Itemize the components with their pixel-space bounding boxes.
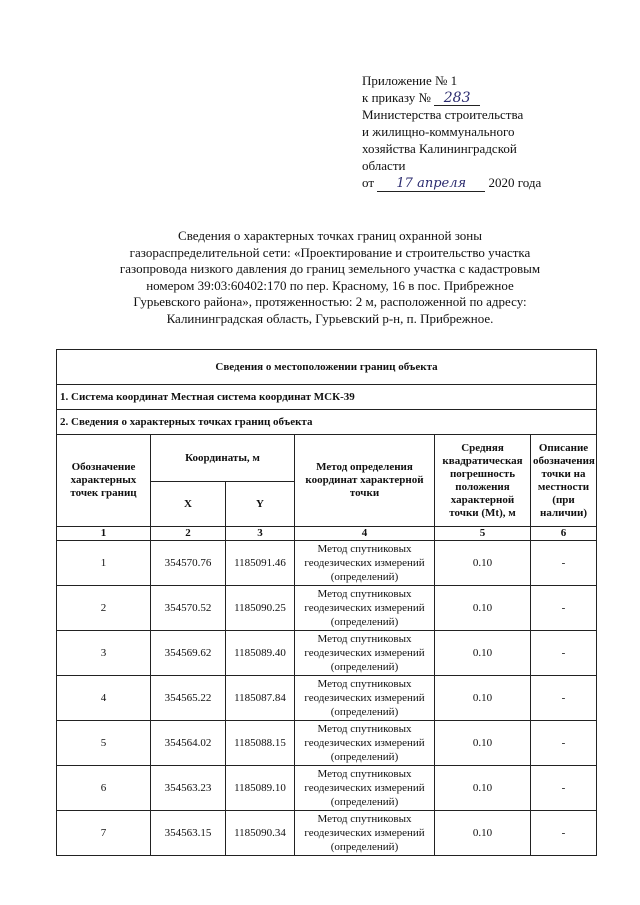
point-number: 4	[57, 676, 151, 721]
header-point: Обозначение характерных точек границ	[57, 435, 151, 527]
coord-x: 354570.76	[151, 541, 226, 586]
intro-line-6: Калининградская область, Гурьевский р-н, п. Прибрежное.	[166, 310, 494, 326]
appendix-title: Приложение № 1	[362, 73, 458, 88]
intro-line-3: газопровода низкого давления до границ земельного участка с кадастровым	[119, 261, 541, 277]
point-number: 5	[57, 721, 151, 766]
point-number: 1	[57, 541, 151, 586]
appendix-block	[362, 72, 632, 192]
date-handwritten: 17 апреля	[377, 177, 485, 192]
coord-y: 1185089.10	[226, 766, 295, 811]
column-number: 3	[226, 527, 295, 541]
ministry-line-3: хозяйства Калининградской	[362, 141, 517, 156]
table-row	[57, 811, 597, 856]
order-number-handwritten: 283	[434, 91, 480, 106]
date-prefix: от	[362, 175, 375, 190]
date-line	[362, 174, 632, 192]
accuracy-cell: 0.10	[435, 811, 531, 856]
coord-x: 354565.22	[151, 676, 226, 721]
intro-line-5: Гурьевского района», протяженностью: 2 м, расположенной по адресу:	[133, 294, 527, 310]
table-row	[57, 586, 597, 631]
coord-x: 354564.02	[151, 721, 226, 766]
intro-line-2: газораспределительной сети: «Проектирование и строительство участка	[129, 244, 531, 260]
column-number: 4	[295, 527, 435, 541]
ministry-line-2: и жилищно-коммунального	[362, 124, 515, 139]
ministry-line-1: Министерства строительства	[362, 107, 524, 122]
table-row	[57, 721, 597, 766]
column-number: 1	[57, 527, 151, 541]
description-cell: -	[531, 676, 597, 721]
description-cell: -	[531, 721, 597, 766]
table-row	[57, 766, 597, 811]
header-accuracy: Средняя квадратическая погрешность положения характерной точки (Mt), м	[435, 435, 531, 527]
point-number: 6	[57, 766, 151, 811]
accuracy-cell: 0.10	[435, 766, 531, 811]
header-description: Описание обозначения точки на местности (при наличии)	[531, 435, 597, 527]
document-intro	[70, 228, 590, 328]
method-cell: Метод спутниковых геодезических измерений (определений)	[295, 541, 435, 586]
header-y: Y	[226, 482, 295, 527]
point-number: 3	[57, 631, 151, 676]
table-row	[57, 631, 597, 676]
intro-line-1: Сведения о характерных точках границ охранной зоны	[178, 228, 482, 243]
method-cell: Метод спутниковых геодезических измерений (определений)	[295, 721, 435, 766]
accuracy-cell: 0.10	[435, 586, 531, 631]
accuracy-cell: 0.10	[435, 676, 531, 721]
intro-line-4: номером 39:03:60402:170 по пер. Красному, 16 в пос. Прибрежное	[146, 277, 514, 293]
coord-x: 354569.62	[151, 631, 226, 676]
column-number: 5	[435, 527, 531, 541]
column-number: 2	[151, 527, 226, 541]
coord-y: 1185090.34	[226, 811, 295, 856]
description-cell: -	[531, 811, 597, 856]
ministry-line-4: области	[362, 158, 406, 173]
point-number: 2	[57, 586, 151, 631]
coord-y: 1185089.40	[226, 631, 295, 676]
order-line	[362, 89, 632, 106]
date-suffix: 2020 года	[488, 175, 542, 190]
coord-x: 354563.23	[151, 766, 226, 811]
points-section-row: 2. Сведения о характерных точках границ объекта	[57, 410, 597, 435]
coord-y: 1185090.25	[226, 586, 295, 631]
method-cell: Метод спутниковых геодезических измерений (определений)	[295, 766, 435, 811]
column-numbers-row	[57, 527, 597, 541]
table-row	[57, 541, 597, 586]
description-cell: -	[531, 541, 597, 586]
accuracy-cell: 0.10	[435, 541, 531, 586]
method-cell: Метод спутниковых геодезических измерений (определений)	[295, 631, 435, 676]
method-cell: Метод спутниковых геодезических измерений (определений)	[295, 586, 435, 631]
header-coordinates: Координаты, м	[151, 435, 295, 482]
point-number: 7	[57, 811, 151, 856]
table-row	[57, 676, 597, 721]
table-title: Сведения о местоположении границ объекта	[57, 350, 597, 385]
coord-y: 1185087.84	[226, 676, 295, 721]
column-number: 6	[531, 527, 597, 541]
coord-y: 1185091.46	[226, 541, 295, 586]
boundary-points-table	[56, 349, 597, 856]
description-cell: -	[531, 631, 597, 676]
accuracy-cell: 0.10	[435, 721, 531, 766]
order-prefix: к приказу №	[362, 90, 431, 105]
coord-x: 354563.15	[151, 811, 226, 856]
accuracy-cell: 0.10	[435, 631, 531, 676]
coord-x: 354570.52	[151, 586, 226, 631]
coord-y: 1185088.15	[226, 721, 295, 766]
coordinate-system-row: 1. Система координат Местная система координат МСК-39	[57, 385, 597, 410]
header-method: Метод определения координат характерной точки	[295, 435, 435, 527]
header-x: X	[151, 482, 226, 527]
description-cell: -	[531, 766, 597, 811]
description-cell: -	[531, 586, 597, 631]
method-cell: Метод спутниковых геодезических измерений (определений)	[295, 676, 435, 721]
method-cell: Метод спутниковых геодезических измерений (определений)	[295, 811, 435, 856]
